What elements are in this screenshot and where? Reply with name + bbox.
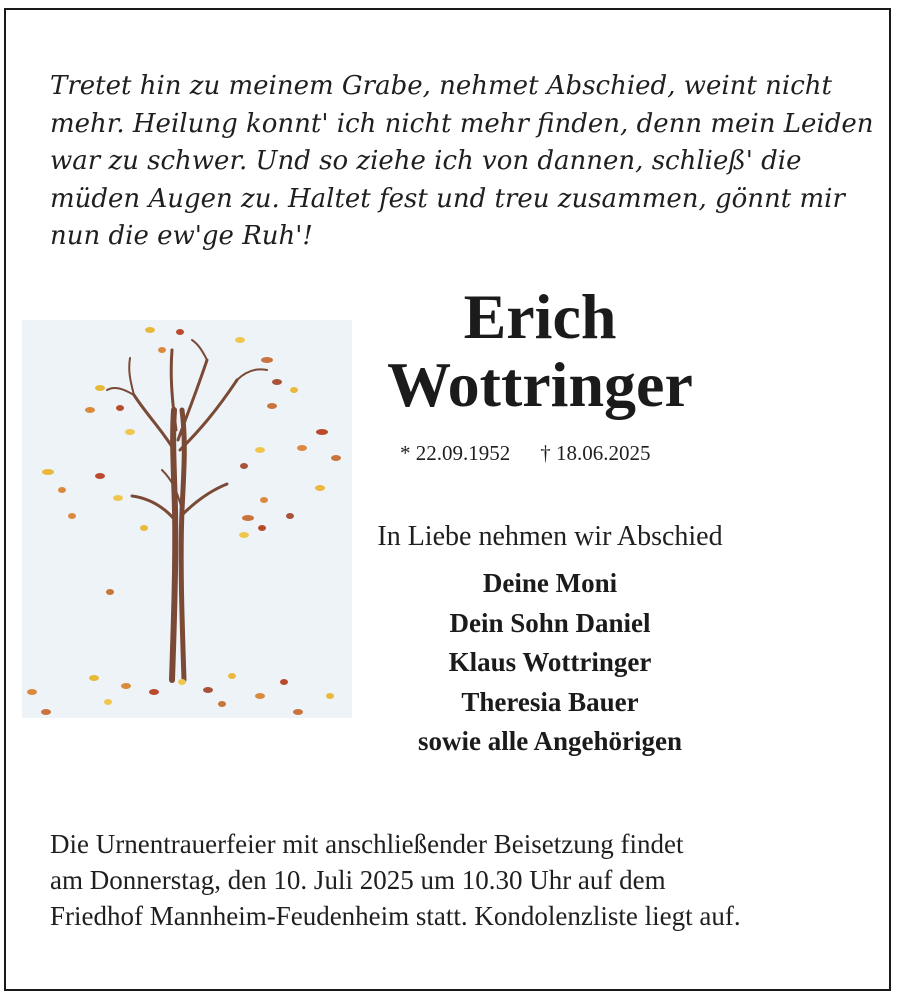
birth-date: * 22.09.1952 (400, 441, 511, 465)
autumn-tree-icon (22, 320, 352, 718)
life-dates (400, 441, 700, 466)
poem-line: nun die ew'ge Ruh'! (50, 221, 313, 251)
mourner: Theresia Bauer (461, 686, 639, 717)
notice-line: am Donnerstag, den 10. Juli 2025 um 10.30 Uhr auf dem (50, 865, 666, 895)
poem-verse (50, 68, 874, 256)
poem-line: war zu schwer. Und so ziehe ich von dannen, schließ' die (50, 146, 802, 176)
mourner: Klaus Wottringer (448, 647, 652, 677)
farewell-line: In Liebe nehmen wir Abschied (377, 521, 723, 552)
poem-line: müden Augen zu. Haltet fest und treu zusammen, gönnt mir (50, 183, 845, 214)
notice-line: Friedhof Mannheim-Feudenheim statt. Kondolenzliste liegt auf. (50, 901, 741, 931)
poem-line: Tretet hin zu meinem Grabe, nehmet Abschied, weint nicht (50, 71, 832, 101)
first-name: Erich (463, 281, 617, 352)
mourners-list (320, 564, 780, 762)
mourner: sowie alle Angehörigen (418, 726, 682, 756)
deceased-name (330, 283, 750, 419)
last-name: Wottringer (387, 349, 693, 420)
mourner: Deine Moni (482, 568, 618, 598)
funeral-notice (50, 826, 850, 934)
poem-line: mehr. Heilung konnt' ich nicht mehr finden, denn mein Leiden (50, 108, 874, 139)
notice-line: Die Urnentrauerfeier mit anschließender Beisetzung findet (50, 829, 684, 859)
death-date: † 18.06.2025 (540, 441, 651, 465)
mourner: Dein Sohn Daniel (449, 607, 651, 638)
